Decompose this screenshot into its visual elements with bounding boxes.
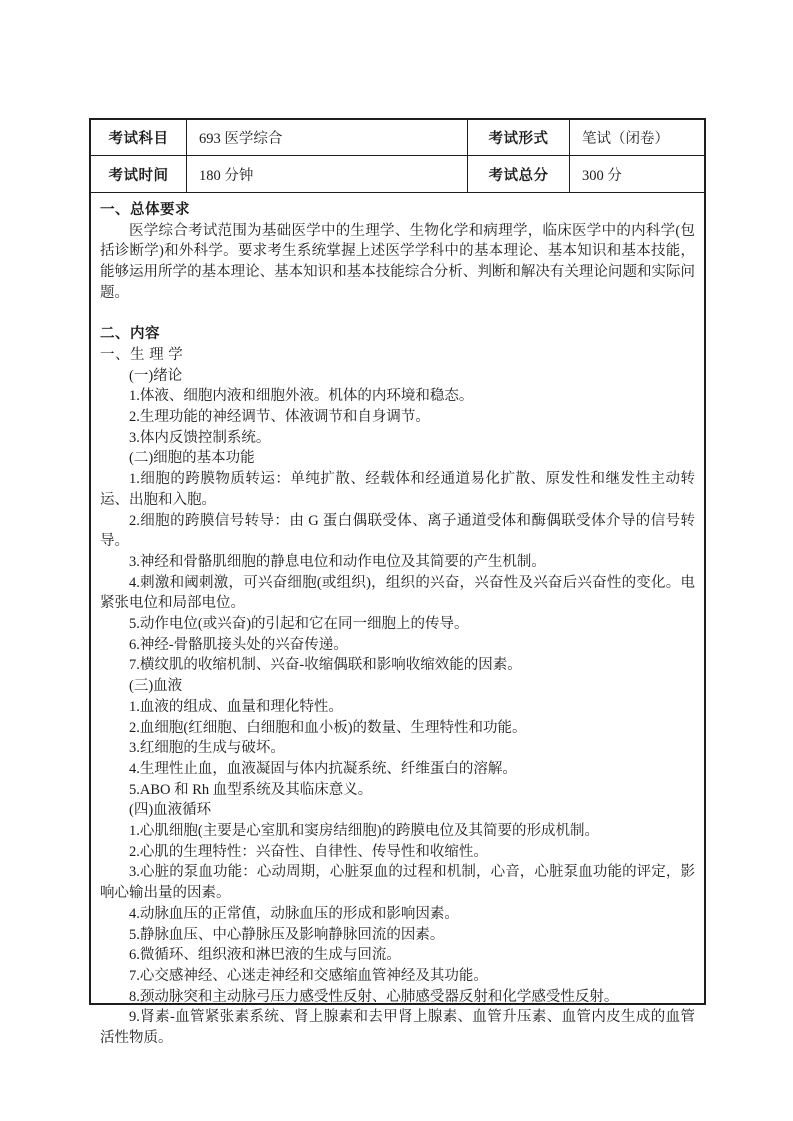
exam-duration-label: 考试时间 xyxy=(91,156,187,193)
syllabus-item: 7.心交感神经、心迷走神经和交感缩血管神经及其功能。 xyxy=(129,968,488,984)
syllabus-item: 1.细胞的跨膜物质转运：单纯扩散、经载体和经通道易化扩散、原发性和继发性主动转运、出胞和入胞。 xyxy=(100,471,695,508)
syllabus-item: 3.心脏的泵血功能：心动周期，心脏泵血的过程和机制，心音，心脏泵血功能的评定，影响心输出量的因素。 xyxy=(100,864,695,902)
exam-info-table xyxy=(91,120,704,193)
exam-total-score-value: 300 分 xyxy=(570,156,704,193)
syllabus-item: 4.刺激和阈刺激，可兴奋细胞(或组织)，组织的兴奋，兴奋性及兴奋后兴奋性的变化。电紧张电位和局部电位。 xyxy=(100,574,695,612)
subject-physiology-heading: 一、生 理 学 xyxy=(100,346,184,363)
syllabus-item: (二)细胞的基本功能 xyxy=(129,450,255,467)
exam-subject-label: 考试科目 xyxy=(91,120,187,156)
syllabus-item: 4.生理性止血，血液凝固与体内抗凝系统、纤维蛋白的溶解。 xyxy=(129,760,517,777)
content-heading: 二、内容 xyxy=(100,326,160,343)
exam-subject-value: 693 医学综合 xyxy=(187,120,468,156)
exam-format-value: 笔试（闭卷） xyxy=(570,120,704,156)
exam-total-score-label: 考试总分 xyxy=(468,156,570,193)
syllabus-item: 6.微循环、组织液和淋巴液的生成与回流。 xyxy=(129,947,401,964)
syllabus-item: 4.动脉血压的正常值，动脉血压的形成和影响因素。 xyxy=(129,905,459,922)
syllabus-item: 3.体内反馈控制系统。 xyxy=(129,429,271,446)
syllabus-item: 1.血液的组成、血量和理化特性。 xyxy=(129,698,343,715)
overall-requirements-paragraph: 医学综合考试范围为基础医学中的生理学、生物化学和病理学，临床医学中的内科学(包括诊断学)和外科学。要求考生系统掌握上述医学学科中的基本理论、基本知识和基本技能，能够运用所学的基本理论、基本知识和基本技能综合分析、判断和解决有关理论问题和实际问题。 xyxy=(100,222,695,301)
syllabus-item: (四)血液循环 xyxy=(129,802,212,819)
exam-format-label: 考试形式 xyxy=(468,120,570,156)
blank-line xyxy=(100,304,695,325)
syllabus-item: 5.静脉血压、中心静脉压及影响静脉回流的因素。 xyxy=(129,926,445,943)
syllabus-item: (一)绪论 xyxy=(129,367,183,384)
syllabus-item: 9.肾素-血管紧张素系统、肾上腺素和去甲肾上腺素、血管升压素、血管内皮生成的血管活性物质。 xyxy=(100,1009,695,1047)
syllabus-item: 1.心肌细胞(主要是心室肌和窦房结细胞)的跨膜电位及其简要的形成机制。 xyxy=(129,823,600,840)
syllabus-item: 5.动作电位(或兴奋)的引起和它在同一细胞上的传导。 xyxy=(129,616,469,633)
syllabus-item: 6.神经-骨骼肌接头处的兴奋传递。 xyxy=(129,636,348,653)
syllabus-item: 2.心肌的生理特性：兴奋性、自律性、传导性和收缩性。 xyxy=(129,843,488,860)
syllabus-item: (三)血液 xyxy=(129,678,183,695)
syllabus-table xyxy=(89,118,706,1047)
exam-duration-value: 180 分钟 xyxy=(187,156,468,193)
overall-requirements-heading: 一、总体要求 xyxy=(100,202,190,218)
syllabus-item: 7.横纹肌的收缩机制、兴奋-收缩偶联和影响收缩效能的因素。 xyxy=(129,657,522,674)
syllabus-item: 1.体液、细胞内液和细胞外液。机体的内环境和稳态。 xyxy=(129,388,474,405)
syllabus-body xyxy=(91,193,704,1047)
syllabus-item: 3.红细胞的生成与破坏。 xyxy=(129,740,285,757)
syllabus-item: 5.ABO 和 Rh 血型系统及其临床意义。 xyxy=(129,781,373,798)
syllabus-item: 8.颈动脉突和主动脉弓压力感受性反射、心肺感受器反射和化学感受性反射。 xyxy=(129,988,619,1005)
syllabus-item: 3.神经和骨骼肌细胞的静息电位和动作电位及其简要的产生机制。 xyxy=(129,553,546,570)
syllabus-item: 2.血细胞(红细胞、白细胞和血小板)的数量、生理特性和功能。 xyxy=(129,719,527,736)
syllabus-item: 2.生理功能的神经调节、体液调节和自身调节。 xyxy=(129,409,430,426)
syllabus-list xyxy=(100,366,695,1049)
syllabus-item: 2.细胞的跨膜信号转导：由 G 蛋白偶联受体、离子通道受体和酶偶联受体介导的信号转导。 xyxy=(100,512,695,550)
